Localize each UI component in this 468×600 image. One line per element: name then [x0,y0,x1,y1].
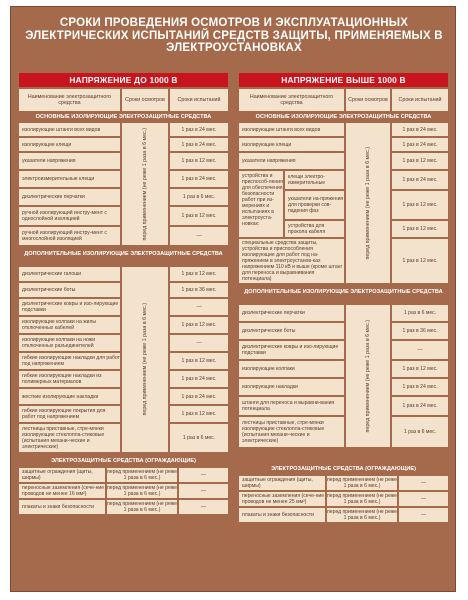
test-period: 1 раз в 12 мес. [170,406,228,422]
test-period: 1 раз в 6 мес. [392,417,448,447]
table-row: изолирующие колпаки [239,361,344,377]
header-name: Наименование электрозащитного средства [239,89,344,111]
test-period: — [170,227,228,245]
header-testing: Сроки испытаний [392,89,448,111]
table-row: гибкие изолирующие покрытия для работ под напряжением [19,406,120,422]
table-row: изолирующие колпаки на жилы отключенных кабелей [19,317,120,333]
table-row: указатели напряжения [239,153,344,169]
test-period: — [170,299,228,315]
table-row: переносные заземления (сече-ние проводов не менее 25 мм²) [239,492,325,506]
table-row: штанги для переноса и выравни-вания потенциала [239,397,344,415]
test-period: 1 раз в 24 мес. [170,123,228,136]
inspection-period-vertical: перед применением (не реже 1 раза в 6 мес.) [346,305,390,447]
test-period: 1 раз в 12 мес. [170,317,228,333]
table-row: защитные ограждения (щиты, ширмы) [19,468,105,482]
section-fence-title: ЭЛЕКТРОЗАЩИТНЫЕ СРЕДСТВА (ОГРАЖДАЮЩИЕ) [51,458,196,464]
test-period: 1 раз в 24 мес. [392,171,448,189]
right-header-row [239,89,448,111]
section-main-title: ОСНОВНЫЕ ИЗОЛИРУЮЩИЕ ЭЛЕКТРОЗАЩИТНЫЕ СРЕДСТВА [255,114,432,120]
table-row: диэлектрические перчатки [19,189,120,205]
table-row: диэлектрические боты [239,323,344,339]
inspection-period-vertical: перед применением (не реже 1 раза в 6 мес.) [346,123,390,283]
voltage-bar-high: НАПРЯЖЕНИЕ ВЫШЕ 1000 В [239,73,448,87]
section-fence-title: ЭЛЕКТРОЗАЩИТНЫЕ СРЕДСТВА (ОГРАЖДАЮЩИЕ) [271,466,416,472]
section-main-title: ОСНОВНЫЕ ИЗОЛИРУЮЩИЕ ЭЛЕКТРОЗАЩИТНЫЕ СРЕДСТВА [35,114,212,120]
table-row: клещи электро-измерительные [285,171,344,189]
table-row: переносные заземления (сече-ние проводов не менее 16 мм²) [19,484,105,498]
test-period: 1 раз в 12 мес. [392,191,448,219]
table-row: указатели напряжения [19,153,120,169]
table-row: изолирующие клещи [239,138,344,151]
table-row: изолирующие накладки [239,379,344,395]
test-period: 1 раз в 24 мес. [392,379,448,395]
table-row: изолирующие клещи [19,138,120,151]
test-period: 1 раз в 12 мес. [392,239,448,283]
test-period: 1 раз в 36 мес. [170,283,228,297]
inspection-period: перед применением (не реже 1 раза в 6 мес.) [107,501,177,513]
inspection-period: перед применением (не реже 1 раза в 6 мес.) [327,509,397,521]
table-row: лестницы приставные, стре-мянки изолирующие стеклопла-стиковые (испытания механи-ческие и электрические) [19,424,120,452]
test-period: 1 раз в 6 мес. [170,424,228,452]
voltage-bar-low: НАПРЯЖЕНИЕ ДО 1000 В [19,73,228,87]
table-row: защитные ограждения (щиты, ширмы) [239,476,325,490]
test-period: 1 раз в 24 мес. [392,123,448,136]
inspection-period: перед применением (не реже 1 раза в 6 мес.) [107,485,177,497]
test-period: 1 раз в 12 мес. [170,207,228,225]
test-period: — [179,500,228,514]
test-period: 1 раз в 36 мес. [392,323,448,339]
test-period: 1 раз в 12 мес. [392,153,448,169]
inspection-period-vertical: перед применением (не реже 1 раза в 6 мес.) [122,123,168,245]
table-row: указатели на-пряжения для проверки сов-падения фаз [285,191,344,219]
poster-title: СРОКИ ПРОВЕДЕНИЯ ОСМОТРОВ И ЭКСПЛУАТАЦИОННЫХ ЭЛЕКТРИЧЕСКИХ ИСПЫТАНИЙ СРЕДСТВ ЗАЩИТЫ, ПРИМЕНЯЕМЫХ В ЭЛЕКТРОУСТАНОВКАХ [25,17,443,54]
test-period: 1 раз в 12 мес. [170,353,228,369]
table-row: диэлектрические перчатки [239,305,344,321]
test-period: 1 раз в 24 мес. [392,138,448,151]
table-row: специальные средства защиты, устройства и приспособления изолирующие для работ под на-пряжением в электроустанов-ках напряжением 110 кВ и выше (кроме штанг для переноса и выравнивания потенциала) [239,239,344,283]
header-testing: Сроки испытаний [170,89,228,111]
test-period: — [399,508,448,522]
device-group-label: устройства и приспособ-ления для обеспечения безопасности работ при из-мерениях и испытаниях в электроуста-новках: [239,171,283,237]
test-period: — [179,468,228,482]
test-period: 1 раз в 12 мес. [170,267,228,281]
table-row: гибкие изолирующие накладки из полимерных материалов [19,371,120,387]
table-row: плакаты и знаки безопасности [239,508,325,522]
test-period: 1 раз в 24 мес. [170,138,228,151]
table-row: ручной изолирующий инстру-мент с однослойной изоляцией [19,207,120,225]
test-period: 1 раз в 24 мес. [170,171,228,187]
inspection-period: перед применением (не реже 1 раза в 6 мес.) [327,477,397,489]
test-period: 1 раз в 12 мес. [170,153,228,169]
left-header-row [19,89,228,111]
table-row: жесткие изолирующие накладки [19,389,120,404]
poster [10,6,456,592]
inspection-period: перед применением (не реже 1 раза в 6 мес.) [107,469,177,481]
test-period: — [392,341,448,359]
right-column [239,73,448,111]
header-inspection: Сроки осмотров [346,89,390,111]
test-period: 1 раз в 24 мес. [170,389,228,404]
table-row: диэлектрические ковры и изо-лирующие подставки [239,341,344,359]
table-row: плакаты и знаки безопасности [19,500,105,514]
inspection-period-vertical: перед применением (не реже 1 раза в 6 мес.) [122,267,168,452]
left-column [19,73,228,111]
test-period: 1 раз в 6 мес. [392,305,448,321]
test-period: — [399,476,448,490]
section-additional-title: ДОПОЛНИТЕЛЬНЫЕ ИЗОЛИРУЮЩИЕ ЭЛЕКТРОЗАЩИТНЫЕ СРЕДСТВА [24,251,223,257]
test-period: — [170,335,228,351]
footnote-left [21,575,111,579]
table-row: изолирующие колпаки на ножи отключенных разъединителей [19,335,120,351]
table-row: диэлектрические галоши [19,267,120,281]
table-row: устройства для прокола кабеля [285,221,344,237]
test-period: 1 раз в 12 мес. [392,361,448,377]
test-period: 1 раз в 24 мес. [170,371,228,387]
test-period: 1 раз в 24 мес. [392,397,448,415]
table-row: диэлектрические ковры и изо-лирующие подставки [19,299,120,315]
header-name: Наименование электрозащитного средства [19,89,120,111]
table-row: ручной изолирующий инстру-мент с многослойной изоляцией [19,227,120,245]
table-row: изолирующие штанги всех видов [19,123,120,136]
table-row: электроизмерительные клещи [19,171,120,187]
table-row: изолирующие штанги всех видов [239,123,344,136]
table-row: гибкие изолирующие накладки для работ под напряжением [19,353,120,369]
section-additional-title: ДОПОЛНИТЕЛЬНЫЕ ИЗОЛИРУЮЩИЕ ЭЛЕКТРОЗАЩИТНЫЕ СРЕДСТВА [244,289,443,295]
test-period: — [399,492,448,506]
table-row: диэлектрические боты [19,283,120,297]
inspection-period: перед применением (не реже 1 раза в 6 мес.) [327,493,397,505]
test-period: 1 раз в 6 мес. [170,189,228,205]
header-inspection: Сроки осмотров [122,89,168,111]
table-row: лестницы приставные, стре-мянки изолирующие стеклопла-стиковые (испытания механи-ческие и электрические) [239,417,344,447]
test-period: — [179,484,228,498]
test-period: 1 раз в 12 мес. [392,221,448,237]
